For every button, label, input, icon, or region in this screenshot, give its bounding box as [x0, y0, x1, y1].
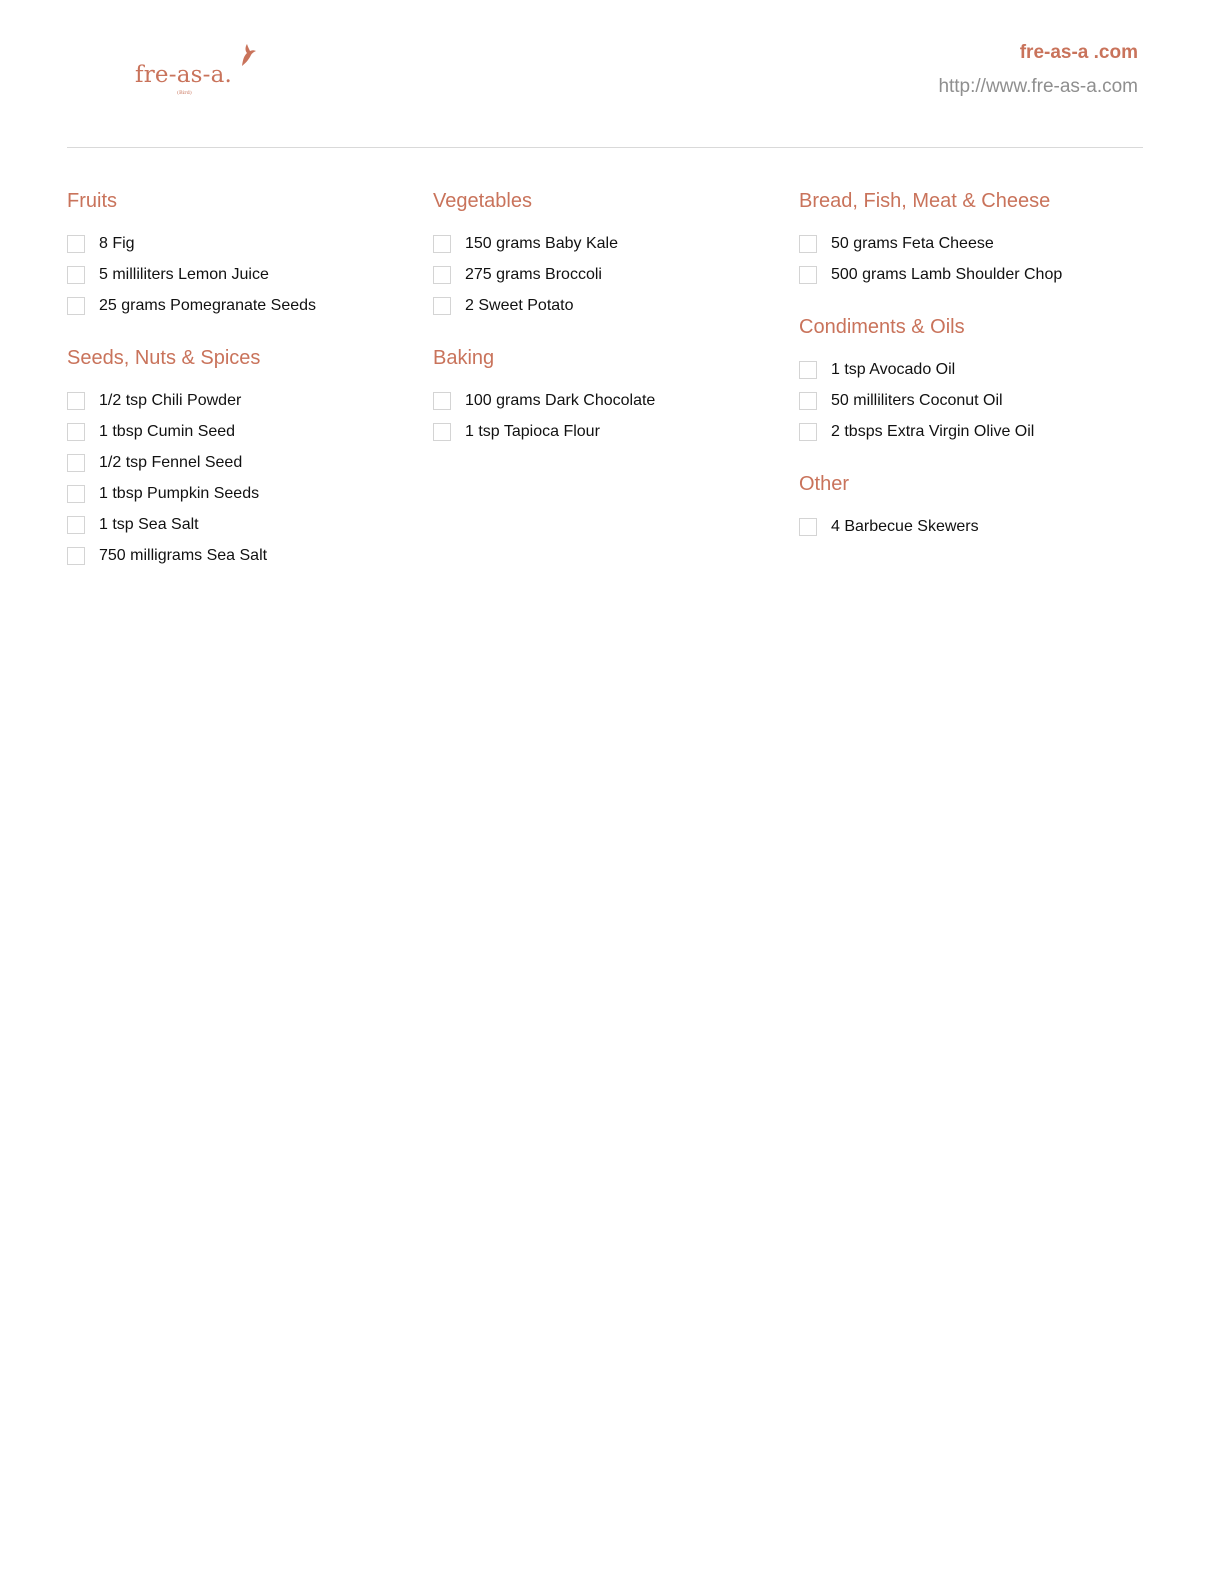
- list-item: [67, 509, 417, 540]
- category-section: [799, 186, 1149, 290]
- list-item: [799, 416, 1149, 447]
- item-checkbox[interactable]: [67, 297, 85, 315]
- item-label: 1 tsp Tapioca Flour: [465, 422, 600, 440]
- item-checkbox[interactable]: [799, 423, 817, 441]
- list-item: [433, 416, 783, 447]
- item-checkbox[interactable]: [67, 516, 85, 534]
- item-checkbox[interactable]: [799, 518, 817, 536]
- item-checkbox[interactable]: [799, 392, 817, 410]
- list-item: [433, 259, 783, 290]
- item-label: 4 Barbecue Skewers: [831, 517, 979, 535]
- item-label: 500 grams Lamb Shoulder Chop: [831, 265, 1063, 283]
- item-checkbox[interactable]: [67, 235, 85, 253]
- item-checkbox[interactable]: [433, 297, 451, 315]
- category-title: Vegetables: [433, 190, 532, 212]
- page-header: [67, 0, 1143, 148]
- column-1: [67, 186, 417, 593]
- item-label: 1/2 tsp Chili Powder: [99, 391, 242, 409]
- category-title: Other: [799, 473, 850, 495]
- list-item: [67, 540, 417, 571]
- item-label: 1 tsp Avocado Oil: [831, 360, 956, 378]
- list-item: [799, 259, 1149, 290]
- item-checkbox[interactable]: [67, 485, 85, 503]
- item-checkbox[interactable]: [433, 423, 451, 441]
- category-title: Condiments & Oils: [799, 316, 965, 338]
- item-label: 1 tsp Sea Salt: [99, 515, 199, 533]
- category-section: [67, 343, 417, 571]
- item-label: 1/2 tsp Fennel Seed: [99, 453, 243, 471]
- item-checkbox[interactable]: [67, 392, 85, 410]
- item-checkbox[interactable]: [67, 266, 85, 284]
- column-2: [433, 186, 783, 469]
- item-label: 8 Fig: [99, 234, 135, 252]
- column-3: [799, 186, 1149, 564]
- category-title: Baking: [433, 347, 495, 369]
- category-section: [433, 343, 783, 447]
- list-item: [67, 290, 417, 321]
- item-checkbox[interactable]: [799, 361, 817, 379]
- item-label: 275 grams Broccoli: [465, 265, 602, 283]
- list-item: [799, 511, 1149, 542]
- list-item: [67, 259, 417, 290]
- site-url[interactable]: http://www.fre-as-a.com: [938, 76, 1138, 97]
- item-label: 2 tbsps Extra Virgin Olive Oil: [831, 422, 1035, 440]
- list-item: [799, 385, 1149, 416]
- item-label: 25 grams Pomegranate Seeds: [99, 296, 317, 314]
- logo-text: fre-as-a.: [135, 62, 233, 88]
- list-item: [67, 416, 417, 447]
- list-item: [67, 478, 417, 509]
- list-item: [67, 385, 417, 416]
- item-checkbox[interactable]: [67, 454, 85, 472]
- item-label: 750 milligrams Sea Salt: [99, 546, 268, 564]
- item-checkbox[interactable]: [67, 423, 85, 441]
- list-item: [433, 228, 783, 259]
- item-label: 50 milliliters Coconut Oil: [831, 391, 1003, 409]
- list-item: [799, 228, 1149, 259]
- item-checkbox[interactable]: [799, 235, 817, 253]
- list-item: [67, 447, 417, 478]
- category-section: [799, 469, 1149, 542]
- item-checkbox[interactable]: [799, 266, 817, 284]
- category-title: Bread, Fish, Meat & Cheese: [799, 190, 1051, 212]
- bird-icon: [229, 42, 257, 68]
- list-item: [433, 385, 783, 416]
- item-checkbox[interactable]: [433, 266, 451, 284]
- item-checkbox[interactable]: [67, 547, 85, 565]
- logo-subtext: (Bird): [177, 90, 192, 96]
- list-item: [799, 354, 1149, 385]
- category-section: [433, 186, 783, 321]
- item-label: 1 tbsp Cumin Seed: [99, 422, 236, 440]
- item-label: 1 tbsp Pumpkin Seeds: [99, 484, 260, 502]
- list-item: [433, 290, 783, 321]
- category-section: [67, 186, 417, 321]
- item-label: 50 grams Feta Cheese: [831, 234, 994, 252]
- logo: [135, 42, 265, 102]
- item-label: 100 grams Dark Chocolate: [465, 391, 656, 409]
- category-title: Fruits: [67, 190, 117, 212]
- item-label: 2 Sweet Potato: [465, 296, 574, 314]
- category-title: Seeds, Nuts & Spices: [67, 347, 261, 369]
- item-checkbox[interactable]: [433, 235, 451, 253]
- item-checkbox[interactable]: [433, 392, 451, 410]
- site-name: fre-as-a .com: [1019, 42, 1138, 63]
- item-label: 150 grams Baby Kale: [465, 234, 618, 252]
- item-label: 5 milliliters Lemon Juice: [99, 265, 269, 283]
- category-section: [799, 312, 1149, 447]
- list-item: [67, 228, 417, 259]
